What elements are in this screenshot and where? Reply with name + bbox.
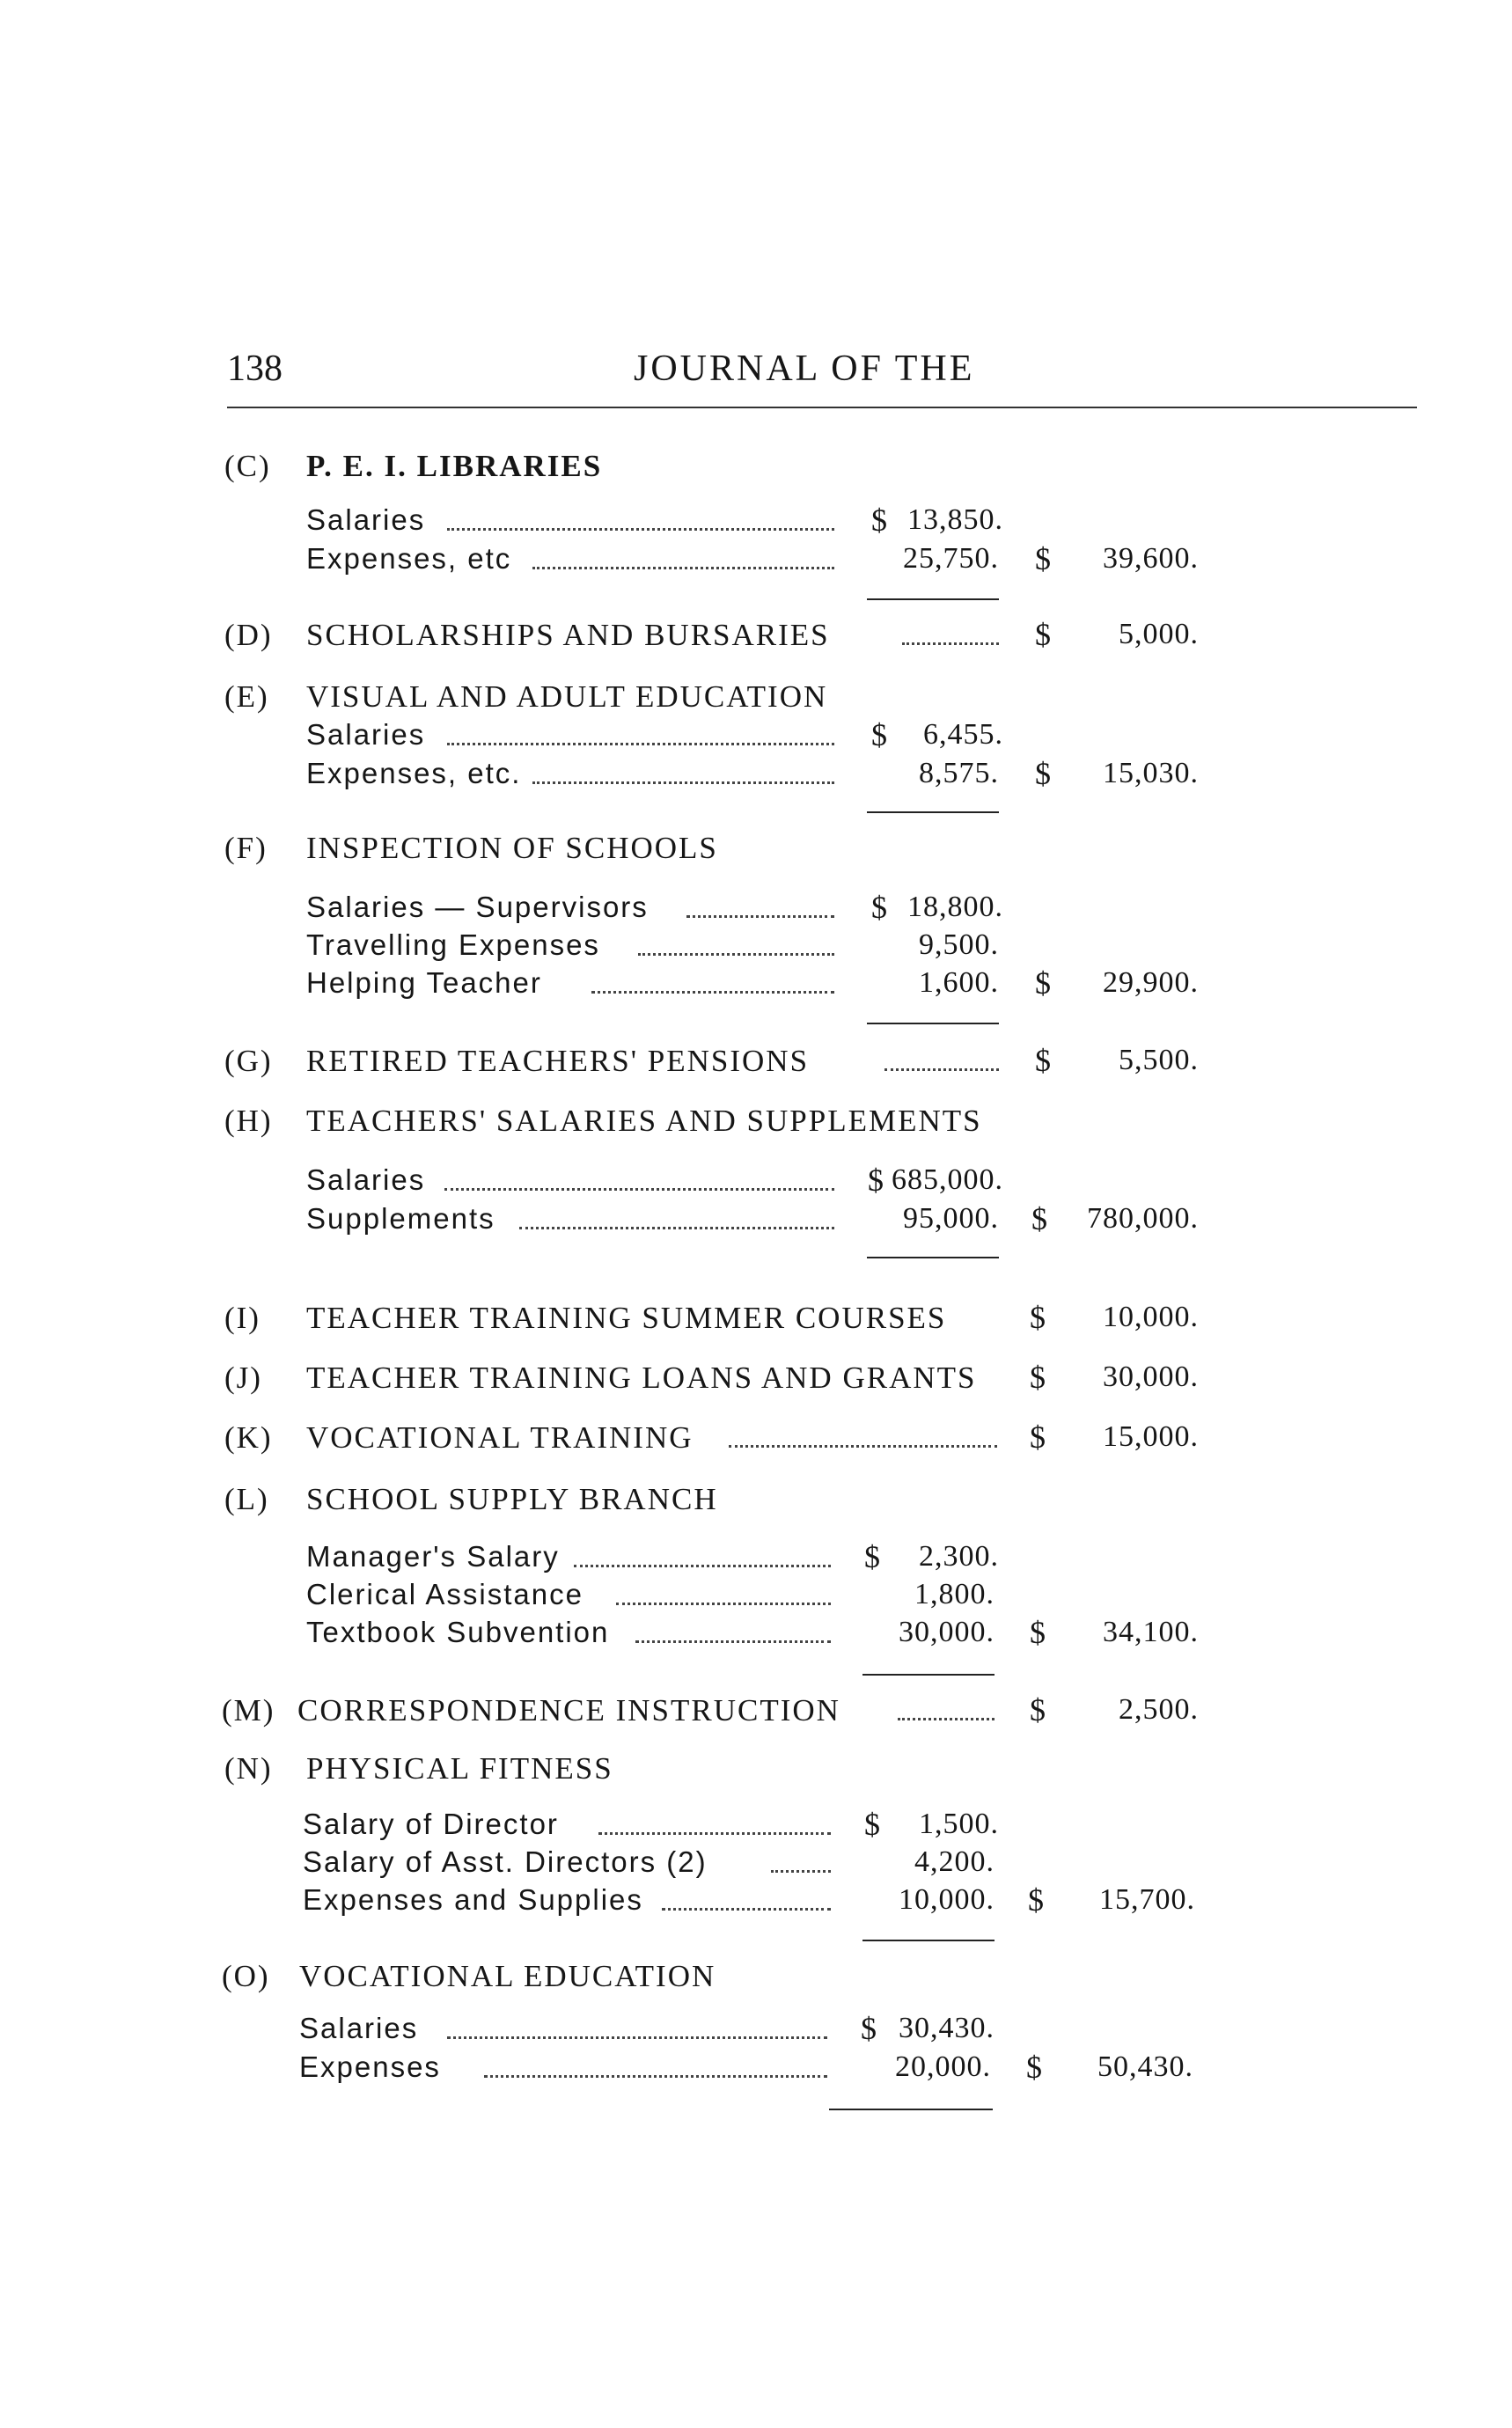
section-title: TEACHER TRAINING LOANS AND GRANTS — [306, 1361, 977, 1395]
dot-leader — [447, 528, 834, 531]
line-item-amount: 13,850. — [907, 503, 1003, 536]
dot-leader — [447, 2036, 827, 2039]
section-title: VOCATIONAL TRAINING — [306, 1420, 694, 1455]
dollar-sign: $ — [1030, 1300, 1046, 1335]
sum-rule — [862, 1940, 995, 1941]
line-item-amount: 2,300. — [919, 1540, 999, 1573]
line-item-amount: 8,575. — [919, 757, 999, 789]
line-item-label: Salary of Asst. Directors (2) — [303, 1845, 708, 1878]
line-item-label: Textbook Subvention — [306, 1616, 610, 1648]
section-total: 5,500. — [1119, 1044, 1199, 1076]
line-item-label: Helping Teacher — [306, 966, 542, 999]
section-letter: (L) — [224, 1482, 269, 1516]
line-item-label: Salaries — [306, 718, 426, 751]
section-letter: (K) — [224, 1420, 273, 1455]
section-letter: (H) — [224, 1104, 273, 1138]
section-total: 2,500. — [1119, 1693, 1199, 1726]
dollar-sign: $ — [864, 1539, 880, 1574]
line-item-label: Supplements — [306, 1202, 495, 1235]
dot-leader — [616, 1603, 831, 1605]
dot-leader — [484, 2075, 827, 2078]
section-total: 15,700. — [1099, 1883, 1195, 1916]
line-item-label: Expenses, etc. — [306, 757, 522, 789]
dollar-sign: $ — [1035, 541, 1051, 576]
page-header — [227, 348, 1415, 392]
line-item-label: Clerical Assistance — [306, 1578, 584, 1610]
section-title: RETIRED TEACHERS' PENSIONS — [306, 1044, 810, 1078]
dot-leader — [898, 1718, 995, 1720]
section-total: 5,000. — [1119, 618, 1199, 650]
section-letter: (D) — [224, 618, 273, 652]
section-title: SCHOLARSHIPS AND BURSARIES — [306, 618, 830, 652]
dot-leader — [519, 1227, 834, 1229]
line-item-label: Expenses — [299, 2050, 441, 2083]
sum-rule — [867, 1023, 999, 1024]
dot-leader — [662, 1908, 831, 1911]
line-item-amount: 30,000. — [899, 1616, 995, 1648]
dollar-sign: $ — [1030, 1615, 1046, 1650]
dollar-sign: $ — [1028, 1882, 1044, 1918]
dollar-sign: $ — [868, 1163, 884, 1198]
section-title: VOCATIONAL EDUCATION — [299, 1959, 716, 1993]
dollar-sign: $ — [1030, 1419, 1046, 1455]
dollar-sign: $ — [871, 890, 887, 925]
section-title: INSPECTION OF SCHOOLS — [306, 831, 718, 865]
dollar-sign: $ — [1035, 1043, 1051, 1078]
dollar-sign: $ — [871, 717, 887, 752]
running-title: JOURNAL OF THE — [634, 348, 975, 389]
line-item-amount: 1,600. — [919, 966, 999, 999]
line-item-label: Manager's Salary — [306, 1540, 560, 1573]
line-item-amount: 25,750. — [903, 542, 999, 575]
sum-rule — [867, 811, 999, 813]
line-item-amount: 9,500. — [919, 928, 999, 961]
section-title: VISUAL AND ADULT EDUCATION — [306, 679, 828, 714]
dollar-sign: $ — [1035, 965, 1051, 1001]
dot-leader — [729, 1445, 997, 1448]
line-item-amount: 95,000. — [903, 1202, 999, 1235]
line-item-label: Salary of Director — [303, 1808, 559, 1840]
line-item-amount: 685,000. — [892, 1163, 1003, 1196]
section-letter: (C) — [224, 449, 271, 483]
dollar-sign: $ — [1035, 617, 1051, 652]
line-item-label: Salaries — [306, 1163, 426, 1196]
section-title: PHYSICAL FITNESS — [306, 1751, 613, 1786]
dot-leader — [591, 991, 834, 994]
dot-leader — [638, 953, 834, 956]
section-total: 10,000. — [1103, 1301, 1199, 1333]
line-item-label: Salaries — [299, 2012, 419, 2044]
section-total: 29,900. — [1103, 966, 1199, 999]
section-total: 15,000. — [1103, 1420, 1199, 1453]
section-title: SCHOOL SUPPLY BRANCH — [306, 1482, 718, 1516]
section-letter: (I) — [224, 1301, 261, 1335]
section-title: P. E. I. LIBRARIES — [306, 449, 603, 483]
sum-rule — [867, 598, 999, 600]
section-total: 50,430. — [1097, 2050, 1193, 2083]
dot-leader — [635, 1640, 831, 1643]
dot-leader — [686, 915, 834, 918]
dot-leader — [532, 781, 834, 784]
dollar-sign: $ — [1030, 1360, 1046, 1395]
dot-leader — [574, 1565, 831, 1567]
line-item-label: Salaries — Supervisors — [306, 891, 649, 923]
dollar-sign: $ — [871, 502, 887, 538]
line-item-label: Expenses and Supplies — [303, 1883, 643, 1916]
sum-rule — [867, 1257, 999, 1258]
section-letter: (E) — [224, 679, 269, 714]
section-letter: (G) — [224, 1044, 273, 1078]
dollar-sign: $ — [861, 2011, 877, 2046]
section-total: 780,000. — [1087, 1202, 1199, 1235]
sum-rule — [862, 1674, 995, 1676]
dollar-sign: $ — [1031, 1201, 1047, 1236]
line-item-amount: 18,800. — [907, 891, 1003, 923]
dollar-sign: $ — [1035, 756, 1051, 791]
line-item-label: Salaries — [306, 503, 426, 536]
dot-leader — [447, 743, 834, 745]
line-item-amount: 6,455. — [923, 718, 1003, 751]
dot-leader — [444, 1188, 834, 1191]
dot-leader — [884, 1068, 999, 1071]
dollar-sign: $ — [864, 1807, 880, 1842]
page-number: 138 — [227, 348, 283, 389]
dot-leader — [771, 1870, 831, 1873]
section-total: 15,030. — [1103, 757, 1199, 789]
dot-leader — [598, 1832, 831, 1835]
line-item-label: Travelling Expenses — [306, 928, 600, 961]
line-item-amount: 1,500. — [919, 1808, 999, 1840]
section-letter: (M) — [222, 1693, 275, 1727]
section-total: 30,000. — [1103, 1361, 1199, 1393]
dot-leader — [902, 642, 999, 645]
section-title: TEACHER TRAINING SUMMER COURSES — [306, 1301, 947, 1335]
section-letter: (F) — [224, 831, 268, 865]
line-item-amount: 20,000. — [895, 2050, 991, 2083]
dollar-sign: $ — [1026, 2050, 1042, 2085]
section-letter: (J) — [224, 1361, 262, 1395]
line-item-label: Expenses, etc — [306, 542, 512, 575]
header-rule — [227, 407, 1417, 408]
line-item-amount: 10,000. — [899, 1883, 995, 1916]
section-letter: (O) — [222, 1959, 270, 1993]
line-item-amount: 4,200. — [914, 1845, 995, 1878]
line-item-amount: 1,800. — [914, 1578, 995, 1610]
section-total: 34,100. — [1103, 1616, 1199, 1648]
section-total: 39,600. — [1103, 542, 1199, 575]
line-item-amount: 30,430. — [899, 2012, 995, 2044]
section-title: TEACHERS' SALARIES AND SUPPLEMENTS — [306, 1104, 982, 1138]
sum-rule — [829, 2109, 993, 2110]
dollar-sign: $ — [1030, 1692, 1046, 1727]
section-title: CORRESPONDENCE INSTRUCTION — [297, 1693, 840, 1727]
dot-leader — [532, 567, 834, 569]
section-letter: (N) — [224, 1751, 273, 1786]
